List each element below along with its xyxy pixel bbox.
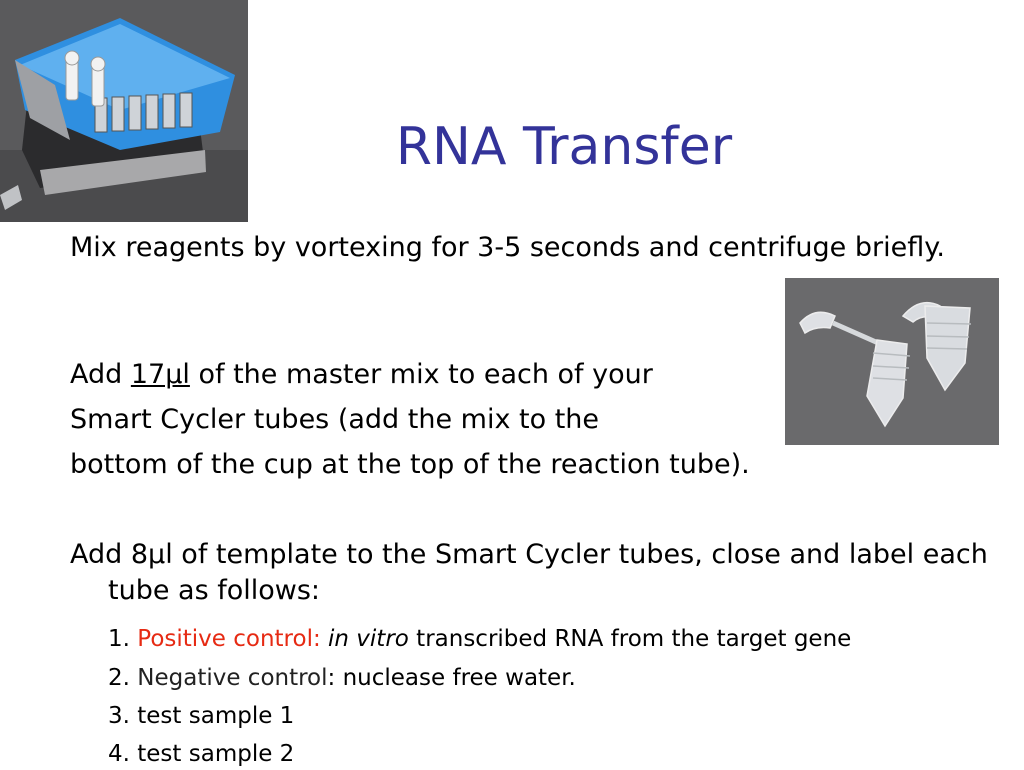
list-item — [108, 700, 294, 732]
list-item — [108, 662, 576, 694]
positive-control-label: Positive control: — [137, 626, 321, 652]
instruction-add-master-mix-line2: Smart Cycler tubes (add the mix to the — [70, 404, 600, 435]
reaction-tubes-photo — [785, 278, 999, 445]
in-vitro-text: in vitro — [320, 626, 409, 652]
list-item — [108, 623, 851, 655]
list-item-text: test sample 2 — [137, 741, 295, 767]
add-suffix: of the master mix to each of your — [189, 359, 653, 390]
instruction-add-master-mix-line3: bottom of the cup at the top of the reaction tube). — [70, 449, 750, 480]
instruction-add-master-mix-line1 — [70, 357, 653, 393]
list-number: 2. — [108, 665, 138, 691]
slide-title: RNA Transfer — [395, 117, 733, 177]
list-number: 4. — [108, 741, 138, 767]
list-item-text: : nuclease free water. — [327, 665, 576, 691]
list-number: 1. — [108, 626, 138, 652]
negative-control-label: Negative control — [137, 665, 328, 691]
master-mix-amount: 17µl — [130, 359, 190, 390]
list-item-text: test sample 1 — [137, 703, 295, 729]
instruction-add-template: Add 8µl of template to the Smart Cycler tubes, close and label each tube as follows: — [70, 539, 988, 606]
smart-cycler-processing-block-photo — [0, 0, 248, 222]
list-item-text: transcribed RNA from the target gene — [408, 626, 852, 652]
list-number: 3. — [108, 703, 138, 729]
add-prefix: Add — [70, 359, 131, 390]
instruction-mix-reagents: Mix reagents by vortexing for 3-5 seconds and centrifuge briefly. — [70, 232, 945, 263]
list-item — [108, 738, 294, 770]
